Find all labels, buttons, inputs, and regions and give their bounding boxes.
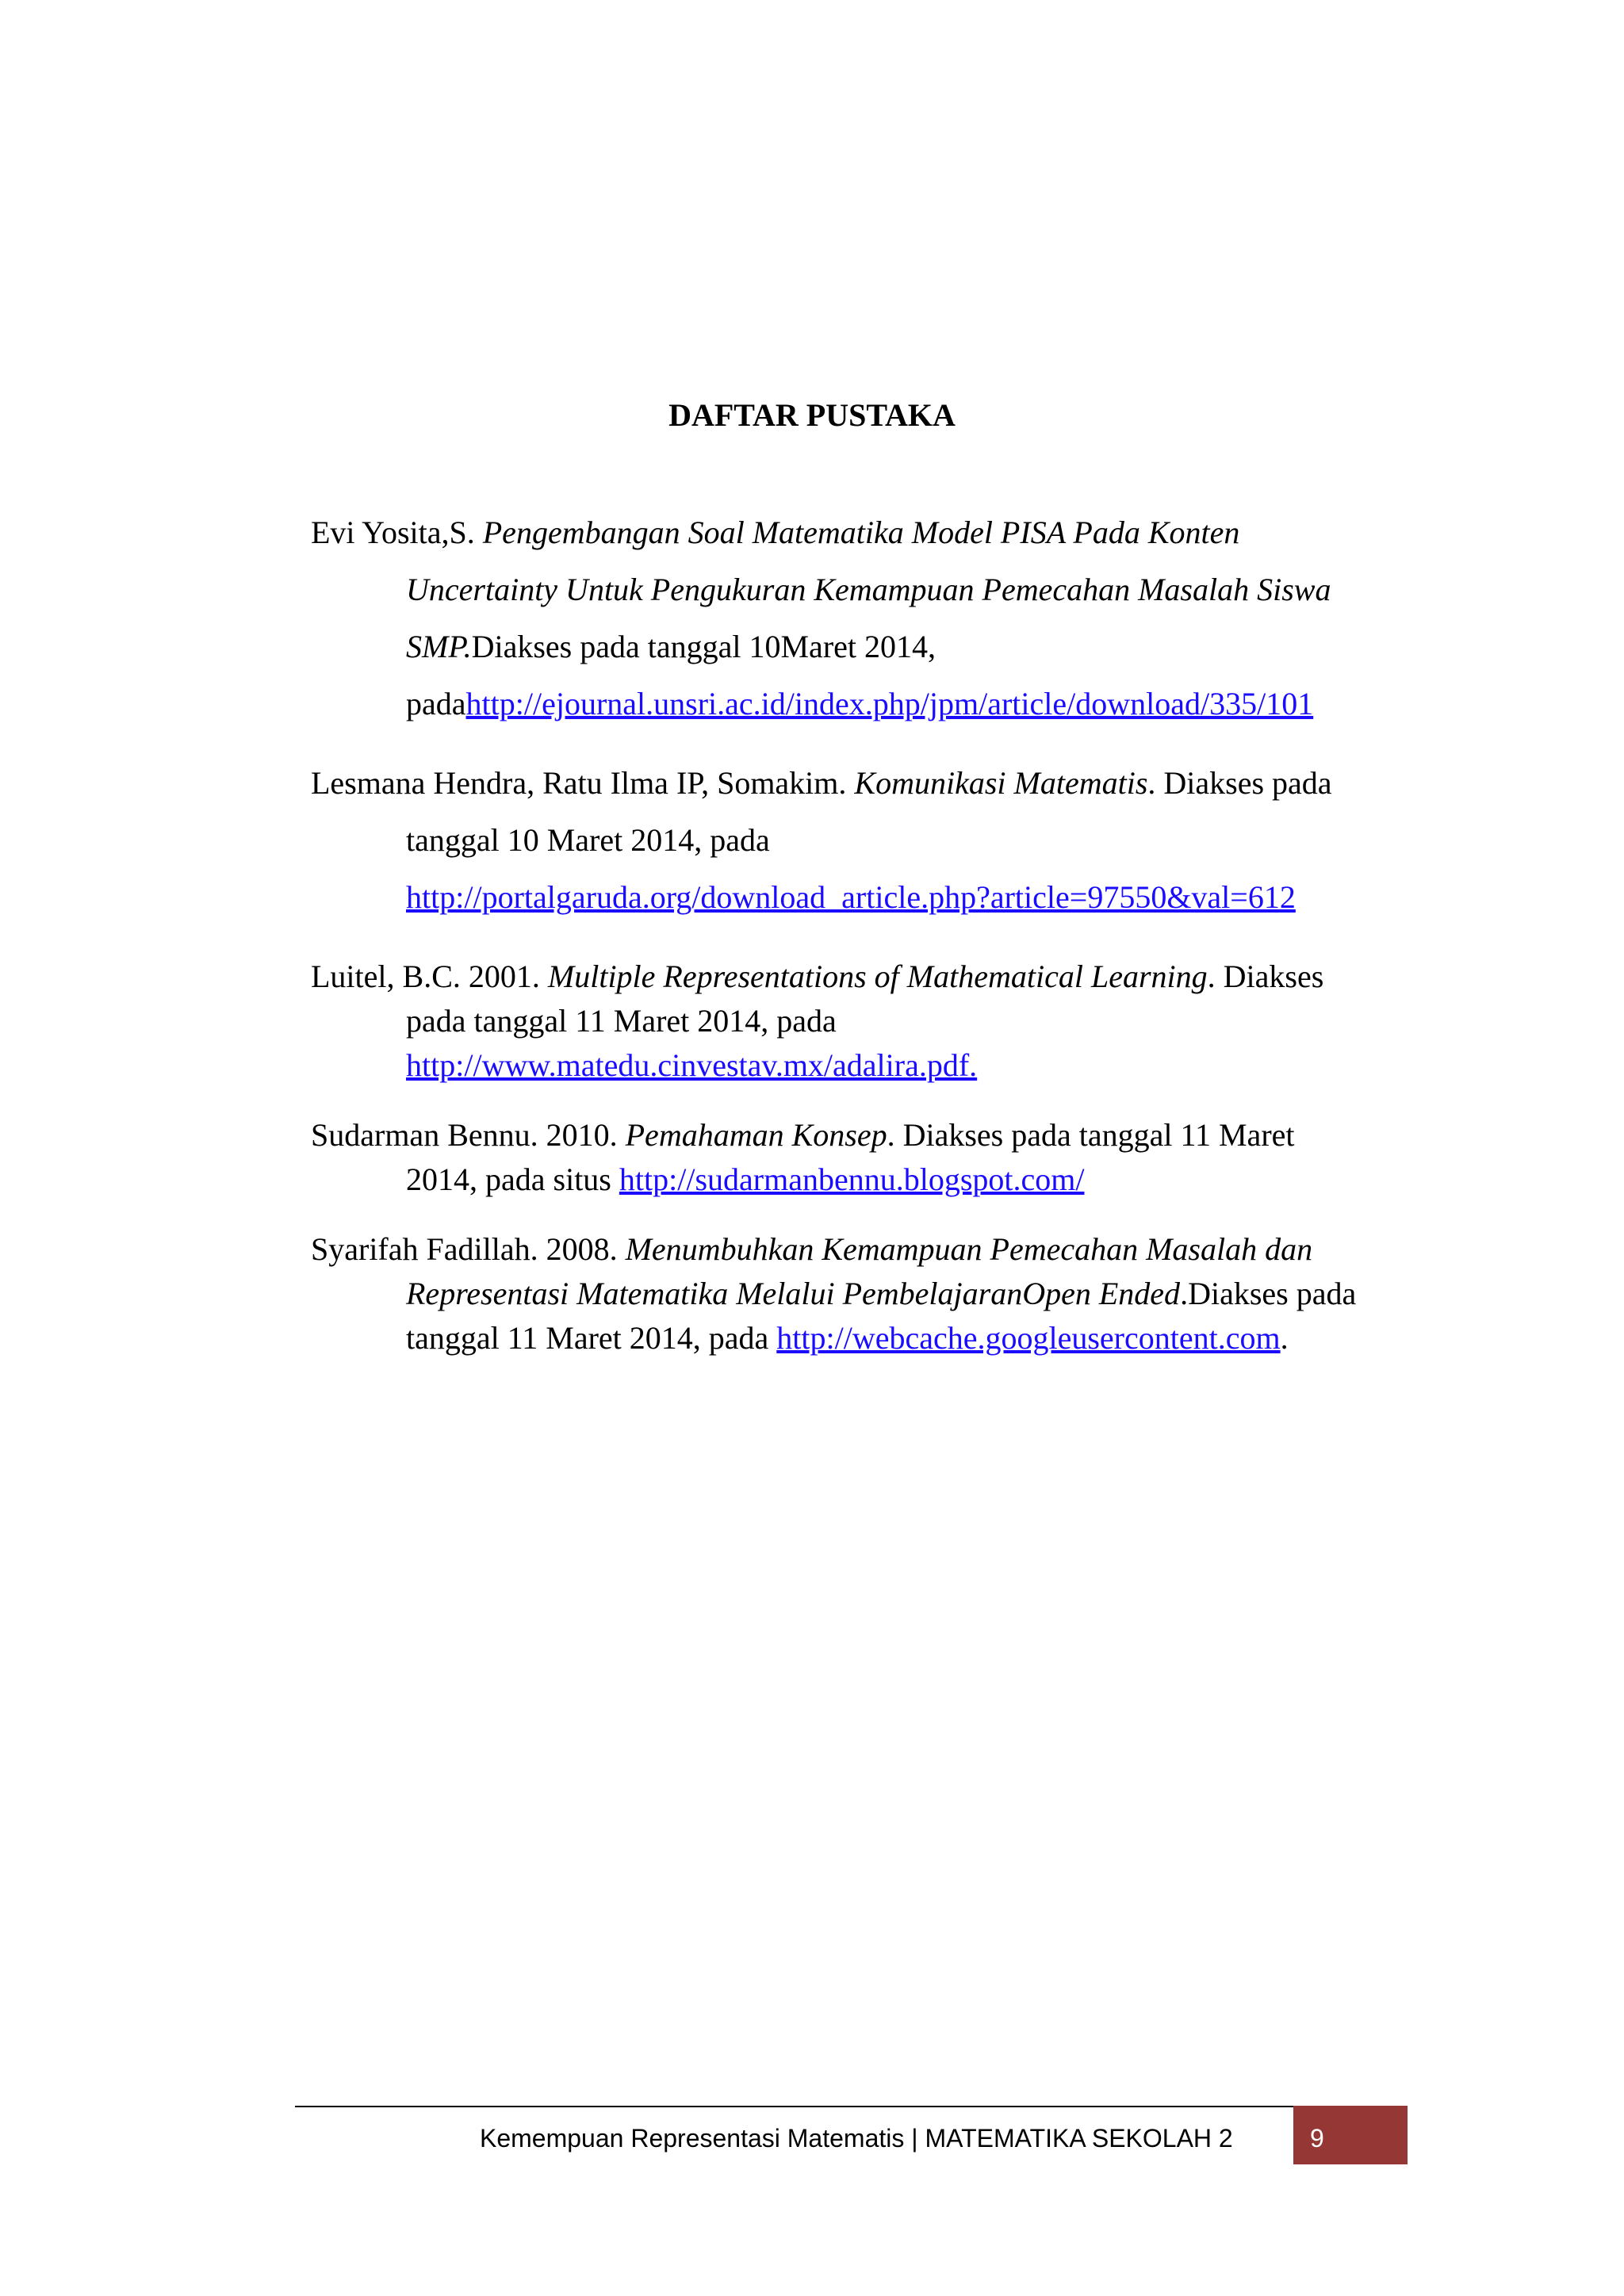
reference-entry [311, 504, 1413, 733]
reference-title: Uncertainty Untuk Pengukuran Kemampuan Pemecahan Masalah Siswa [406, 572, 1331, 607]
reference-text: Syarifah Fadillah. 2008. [311, 1231, 626, 1267]
reference-line [311, 1227, 1413, 1272]
reference-text: Diakses pada tanggal 10Maret 2014, [471, 629, 936, 664]
reference-text: 2014, pada situs [406, 1161, 619, 1197]
reference-text: . Diakses [1207, 959, 1324, 994]
reference-entry [311, 755, 1413, 926]
reference-link[interactable]: http://www.matedu.cinvestav.mx/adalira.pdf. [406, 1047, 978, 1083]
reference-title: Menumbuhkan Kemampuan Pemecahan Masalah dan [625, 1231, 1313, 1267]
reference-title: Pengembangan Soal Matematika Model PISA Pada Konten [482, 515, 1240, 550]
reference-text: . Diakses pada [1147, 765, 1332, 801]
reference-link[interactable]: http://ejournal.unsri.ac.id/index.php/jpm/article/download/335/101 [465, 686, 1314, 721]
reference-text: Luitel, B.C. 2001. [311, 959, 548, 994]
reference-text: Lesmana Hendra, Ratu Ilma IP, Somakim. [311, 765, 855, 801]
reference-text: tanggal 11 Maret 2014, pada [406, 1320, 777, 1356]
reference-text: . [1280, 1320, 1289, 1356]
reference-line [311, 755, 1413, 812]
reference-entry [311, 955, 1413, 1088]
reference-line [311, 1272, 1413, 1316]
reference-text: . Diakses pada tanggal 11 Maret [887, 1117, 1295, 1153]
reference-title: Komunikasi Matematis [854, 765, 1148, 801]
reference-entry [311, 1227, 1413, 1360]
reference-line [311, 1113, 1413, 1158]
reference-line [311, 869, 1413, 926]
footer-title: Kemempuan Representasi Matematis | MATEMATIKA SEKOLAH 2 [480, 2124, 1233, 2152]
reference-title: Pemahaman Konsep [625, 1117, 887, 1153]
reference-title: SMP. [406, 629, 472, 664]
reference-text: pada [406, 686, 466, 721]
reference-entry [311, 1113, 1413, 1202]
footer-divider [295, 2106, 1408, 2107]
reference-line [311, 1158, 1413, 1202]
page-title: DAFTAR PUSTAKA [668, 397, 956, 433]
reference-line [311, 999, 1413, 1043]
reference-text: Evi Yosita,S. [311, 515, 483, 550]
reference-line [311, 1043, 1413, 1088]
reference-title: Representasi Matematika Melalui PembelajaranOpen Ended [406, 1276, 1181, 1311]
reference-link[interactable]: http://portalgaruda.org/download_article.php?article=97550&val=612 [406, 879, 1296, 915]
reference-title: Multiple Representations of Mathematical Learning [547, 959, 1208, 994]
reference-text: Sudarman Bennu. 2010. [311, 1117, 626, 1153]
reference-line [311, 675, 1413, 733]
reference-line [311, 955, 1413, 999]
page-number: 9 [1310, 2124, 1324, 2152]
reference-text: pada tanggal 11 Maret 2014, pada [406, 1003, 837, 1039]
reference-line [311, 812, 1413, 869]
reference-line [311, 504, 1413, 561]
reference-link[interactable]: http://sudarmanbennu.blogspot.com/ [619, 1161, 1085, 1197]
reference-line [311, 1316, 1413, 1360]
reference-link[interactable]: http://webcache.googleusercontent.com [776, 1320, 1281, 1356]
reference-line [311, 561, 1413, 618]
reference-text: .Diakses pada [1180, 1276, 1357, 1311]
reference-text: tanggal 10 Maret 2014, pada [406, 822, 770, 858]
reference-line [311, 618, 1413, 675]
